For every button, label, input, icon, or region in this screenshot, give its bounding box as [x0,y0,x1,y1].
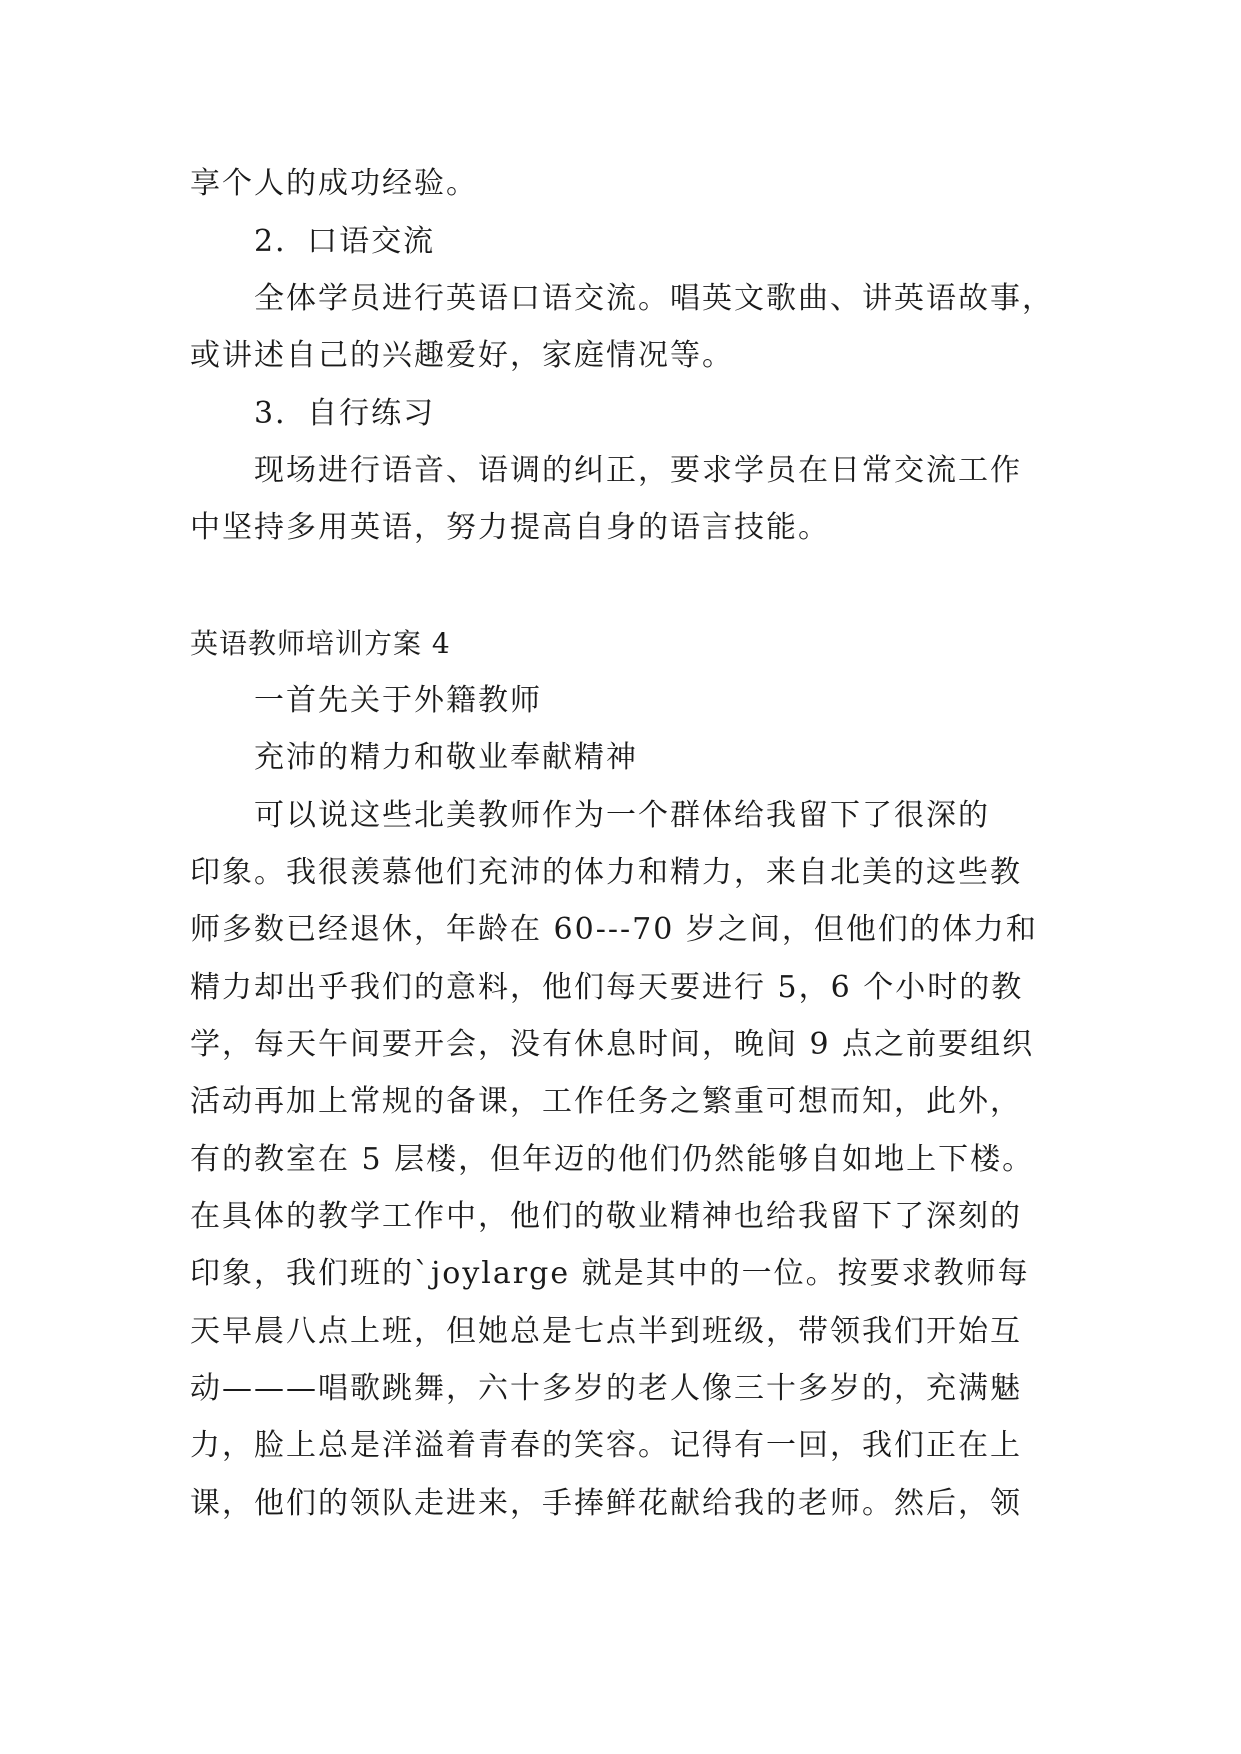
paragraph-line: 天早晨八点上班，但她总是七点半到班级，带领我们开始互 [190,1314,1022,1349]
paragraph-line: 精力却出乎我们的意料，他们每天要进行 5，6 个小时的教 [190,970,1024,1005]
section-heading: 一首先关于外籍教师 [254,683,542,718]
paragraph-line: 印象，我们班的`joylarge 就是其中的一位。按要求教师每 [190,1256,1030,1291]
paragraph-line: 动———唱歌跳舞，六十多岁的老人像三十多岁的，充满魅 [190,1371,1022,1406]
section-heading: 2．口语交流 [254,224,436,259]
paragraph-line: 有的教室在 5 层楼，但年迈的他们仍然能够自如地上下楼。 [190,1142,1035,1177]
section-heading: 充沛的精力和敬业奉献精神 [254,740,638,775]
paragraph-line: 力，脸上总是洋溢着青春的笑容。记得有一回，我们正在上 [190,1428,1022,1463]
paragraph-line: 学，每天午间要开会，没有休息时间，晚间 9 点之前要组织 [190,1027,1035,1062]
paragraph-line: 或讲述自己的兴趣爱好，家庭情况等。 [190,338,734,373]
paragraph-line: 可以说这些北美教师作为一个群体给我留下了很深的 [254,798,990,833]
paragraph-line: 全体学员进行英语口语交流。唱英文歌曲、讲英语故事， [254,281,1054,316]
section-heading: 3．自行练习 [254,396,436,431]
paragraph-line: 现场进行语音、语调的纠正，要求学员在日常交流工作 [254,453,1022,488]
paragraph-line: 享个人的成功经验。 [190,166,478,201]
document-title: 英语教师培训方案 4 [190,627,451,660]
paragraph-line: 师多数已经退休，年龄在 60---70 岁之间，但他们的体力和 [190,912,1038,947]
paragraph-line: 活动再加上常规的备课，工作任务之繁重可想而知，此外， [190,1084,1022,1119]
paragraph-line: 印象。我很羡慕他们充沛的体力和精力，来自北美的这些教 [190,855,1022,890]
paragraph-line: 在具体的教学工作中，他们的敬业精神也给我留下了深刻的 [190,1199,1022,1234]
paragraph-line: 课，他们的领队走进来，手捧鲜花献给我的老师。然后，领 [190,1486,1022,1521]
paragraph-line: 中坚持多用英语，努力提高自身的语言技能。 [190,510,830,545]
